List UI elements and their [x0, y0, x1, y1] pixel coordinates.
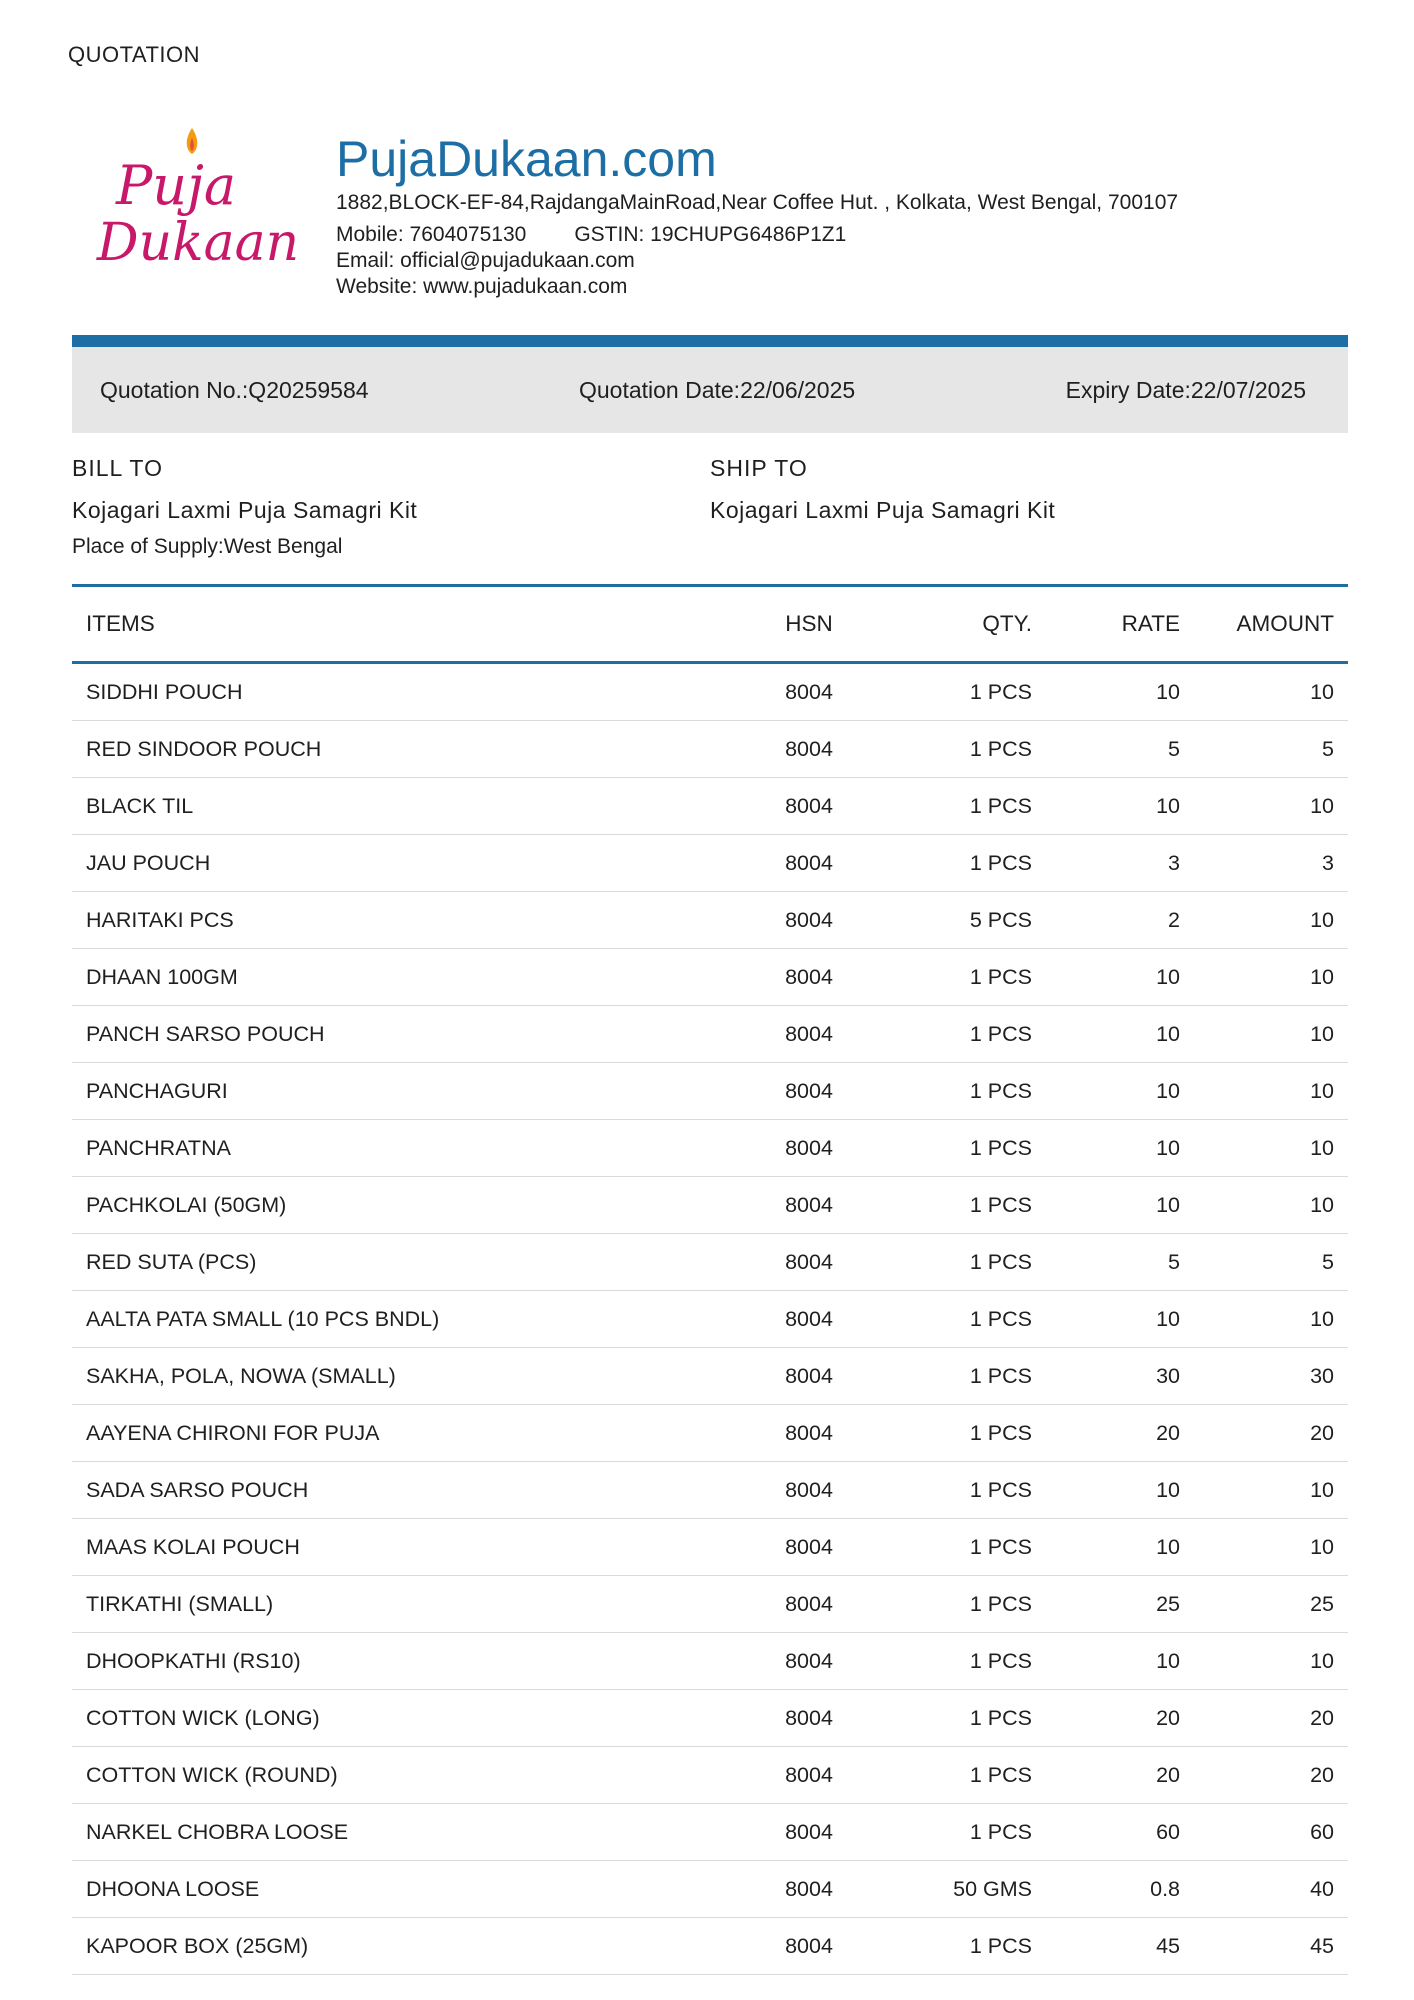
item-rate: 45	[1046, 1918, 1194, 1975]
item-name: SAKHA, POLA, NOWA (SMALL)	[72, 1348, 740, 1405]
bill-to-section	[72, 452, 672, 562]
item-hsn: 8004	[740, 721, 878, 778]
company-address: 1882,BLOCK-EF-84,RajdangaMainRoad,Near Coffee Hut. , Kolkata, West Bengal, 700107	[336, 191, 1179, 214]
item-qty: 1 PCS	[878, 1918, 1046, 1975]
item-rate: 5	[1046, 1234, 1194, 1291]
table-row	[72, 1291, 1348, 1348]
bill-to-name: Kojagari Laxmi Puja Samagri Kit	[72, 497, 418, 523]
quotation-number: Quotation No.:Q20259584	[100, 376, 369, 403]
item-hsn: 8004	[740, 1633, 878, 1690]
table-header-row	[72, 586, 1348, 663]
bill-to-heading: BILL TO	[72, 455, 163, 481]
item-name: DHOONA LOOSE	[72, 1861, 740, 1918]
item-name: JAU POUCH	[72, 835, 740, 892]
item-qty: 1 PCS	[878, 1576, 1046, 1633]
item-hsn: 8004	[740, 1804, 878, 1861]
item-amount: 10	[1194, 778, 1348, 835]
company-email: Email: official@pujadukaan.com	[336, 249, 635, 272]
item-rate: 10	[1046, 1519, 1194, 1576]
item-amount: 20	[1194, 1747, 1348, 1804]
item-rate: 10	[1046, 1633, 1194, 1690]
item-amount: 45	[1194, 1918, 1348, 1975]
item-qty: 1 PCS	[878, 1462, 1046, 1519]
item-amount: 40	[1194, 1861, 1348, 1918]
item-qty: 1 PCS	[878, 1519, 1046, 1576]
item-amount: 10	[1194, 1063, 1348, 1120]
ship-to-heading: SHIP TO	[710, 455, 808, 481]
item-amount: 10	[1194, 1120, 1348, 1177]
item-hsn: 8004	[740, 1747, 878, 1804]
item-name: KAPOOR BOX (25GM)	[72, 1918, 740, 1975]
item-qty: 1 PCS	[878, 1348, 1046, 1405]
item-amount: 10	[1194, 663, 1348, 721]
item-rate: 10	[1046, 949, 1194, 1006]
item-rate: 20	[1046, 1405, 1194, 1462]
item-hsn: 8004	[740, 1519, 878, 1576]
item-name: PANCHRATNA	[72, 1120, 740, 1177]
table-row	[72, 663, 1348, 721]
item-qty: 1 PCS	[878, 1633, 1046, 1690]
table-row	[72, 892, 1348, 949]
item-amount: 5	[1194, 1234, 1348, 1291]
item-qty: 1 PCS	[878, 1006, 1046, 1063]
puja-dukaan-logo	[88, 122, 308, 272]
item-amount: 10	[1194, 1006, 1348, 1063]
item-rate: 25	[1046, 1576, 1194, 1633]
item-amount: 10	[1194, 1462, 1348, 1519]
table-row	[72, 1405, 1348, 1462]
item-rate: 2	[1046, 892, 1194, 949]
ship-to-section	[710, 452, 1310, 526]
table-row	[72, 949, 1348, 1006]
item-amount: 10	[1194, 1633, 1348, 1690]
item-name: BLACK TIL	[72, 778, 740, 835]
item-qty: 1 PCS	[878, 1234, 1046, 1291]
item-rate: 3	[1046, 835, 1194, 892]
item-rate: 10	[1046, 1063, 1194, 1120]
table-row	[72, 835, 1348, 892]
item-hsn: 8004	[740, 949, 878, 1006]
company-website: Website: www.pujadukaan.com	[336, 275, 628, 298]
item-hsn: 8004	[740, 1291, 878, 1348]
item-hsn: 8004	[740, 1006, 878, 1063]
item-name: SADA SARSO POUCH	[72, 1462, 740, 1519]
item-name: AALTA PATA SMALL (10 PCS BNDL)	[72, 1291, 740, 1348]
table-row	[72, 778, 1348, 835]
company-gstin: GSTIN: 19CHUPG6486P1Z1	[574, 223, 847, 246]
item-name: NARKEL CHOBRA LOOSE	[72, 1804, 740, 1861]
company-contact-row	[336, 222, 1178, 248]
item-amount: 20	[1194, 1405, 1348, 1462]
company-name: PujaDukaan.com	[336, 131, 717, 187]
quotation-meta	[72, 347, 1348, 433]
table-row	[72, 1633, 1348, 1690]
item-qty: 1 PCS	[878, 663, 1046, 721]
table-row	[72, 1804, 1348, 1861]
item-rate: 10	[1046, 1177, 1194, 1234]
item-qty: 1 PCS	[878, 1291, 1046, 1348]
item-hsn: 8004	[740, 892, 878, 949]
item-qty: 5 PCS	[878, 892, 1046, 949]
item-hsn: 8004	[740, 1690, 878, 1747]
item-rate: 10	[1046, 1120, 1194, 1177]
item-name: COTTON WICK (LONG)	[72, 1690, 740, 1747]
item-amount: 30	[1194, 1348, 1348, 1405]
item-name: MAAS KOLAI POUCH	[72, 1519, 740, 1576]
item-name: PANCH SARSO POUCH	[72, 1006, 740, 1063]
item-qty: 1 PCS	[878, 1804, 1046, 1861]
item-amount: 60	[1194, 1804, 1348, 1861]
item-hsn: 8004	[740, 1861, 878, 1918]
item-qty: 1 PCS	[878, 1690, 1046, 1747]
item-amount: 25	[1194, 1576, 1348, 1633]
item-name: PACHKOLAI (50GM)	[72, 1177, 740, 1234]
item-name: AAYENA CHIRONI FOR PUJA	[72, 1405, 740, 1462]
item-hsn: 8004	[740, 1462, 878, 1519]
item-qty: 50 GMS	[878, 1861, 1046, 1918]
header-hsn: HSN	[740, 586, 878, 663]
item-hsn: 8004	[740, 778, 878, 835]
item-rate: 0.8	[1046, 1861, 1194, 1918]
item-hsn: 8004	[740, 1063, 878, 1120]
item-amount: 10	[1194, 1519, 1348, 1576]
item-name: DHAAN 100GM	[72, 949, 740, 1006]
table-row	[72, 721, 1348, 778]
place-of-supply: Place of Supply:West Bengal	[72, 535, 343, 558]
item-hsn: 8004	[740, 835, 878, 892]
item-name: HARITAKI PCS	[72, 892, 740, 949]
item-amount: 10	[1194, 1177, 1348, 1234]
item-amount: 10	[1194, 892, 1348, 949]
document-type: QUOTATION	[68, 42, 201, 67]
item-rate: 10	[1046, 1462, 1194, 1519]
item-amount: 3	[1194, 835, 1348, 892]
quotation-date: Quotation Date:22/06/2025	[578, 376, 856, 403]
item-hsn: 8004	[740, 1405, 878, 1462]
table-row	[72, 1120, 1348, 1177]
ship-to-name: Kojagari Laxmi Puja Samagri Kit	[710, 497, 1056, 523]
item-rate: 30	[1046, 1348, 1194, 1405]
item-hsn: 8004	[740, 1234, 878, 1291]
item-name: RED SINDOOR POUCH	[72, 721, 740, 778]
item-qty: 1 PCS	[878, 1120, 1046, 1177]
item-amount: 5	[1194, 721, 1348, 778]
item-rate: 10	[1046, 663, 1194, 721]
table-row	[72, 1234, 1348, 1291]
table-row	[72, 1519, 1348, 1576]
item-qty: 1 PCS	[878, 721, 1046, 778]
header-divider	[72, 335, 1348, 347]
table-row	[72, 1462, 1348, 1519]
item-rate: 5	[1046, 721, 1194, 778]
item-amount: 10	[1194, 949, 1348, 1006]
item-rate: 60	[1046, 1804, 1194, 1861]
item-hsn: 8004	[740, 1348, 878, 1405]
item-rate: 10	[1046, 1291, 1194, 1348]
table-row	[72, 1918, 1348, 1975]
item-qty: 1 PCS	[878, 1063, 1046, 1120]
item-rate: 10	[1046, 778, 1194, 835]
item-name: DHOOPKATHI (RS10)	[72, 1633, 740, 1690]
items-table	[72, 584, 1348, 1975]
item-hsn: 8004	[740, 1120, 878, 1177]
item-amount: 10	[1194, 1291, 1348, 1348]
item-hsn: 8004	[740, 1177, 878, 1234]
header-amount: AMOUNT	[1194, 586, 1348, 663]
company-info	[336, 128, 1178, 300]
item-hsn: 8004	[740, 663, 878, 721]
item-hsn: 8004	[740, 1918, 878, 1975]
item-qty: 1 PCS	[878, 1405, 1046, 1462]
logo-line1: Puja	[115, 154, 237, 217]
table-row	[72, 1747, 1348, 1804]
item-name: RED SUTA (PCS)	[72, 1234, 740, 1291]
table-row	[72, 1576, 1348, 1633]
company-mobile: Mobile: 7604075130	[336, 223, 527, 246]
item-amount: 20	[1194, 1690, 1348, 1747]
expiry-date: Expiry Date:22/07/2025	[1065, 376, 1306, 403]
item-rate: 20	[1046, 1690, 1194, 1747]
item-name: SIDDHI POUCH	[72, 663, 740, 721]
table-row	[72, 1690, 1348, 1747]
header-rate: RATE	[1046, 586, 1194, 663]
table-row	[72, 1861, 1348, 1918]
item-name: PANCHAGURI	[72, 1063, 740, 1120]
item-qty: 1 PCS	[878, 778, 1046, 835]
logo-line2: Dukaan	[96, 213, 300, 272]
table-row	[72, 1348, 1348, 1405]
item-hsn: 8004	[740, 1576, 878, 1633]
item-qty: 1 PCS	[878, 1177, 1046, 1234]
item-name: TIRKATHI (SMALL)	[72, 1576, 740, 1633]
header-qty: QTY.	[878, 586, 1046, 663]
item-qty: 1 PCS	[878, 949, 1046, 1006]
item-rate: 20	[1046, 1747, 1194, 1804]
item-qty: 1 PCS	[878, 1747, 1046, 1804]
table-row	[72, 1006, 1348, 1063]
item-rate: 10	[1046, 1006, 1194, 1063]
item-qty: 1 PCS	[878, 835, 1046, 892]
item-name: COTTON WICK (ROUND)	[72, 1747, 740, 1804]
header-items: ITEMS	[72, 586, 740, 663]
table-row	[72, 1177, 1348, 1234]
table-row	[72, 1063, 1348, 1120]
